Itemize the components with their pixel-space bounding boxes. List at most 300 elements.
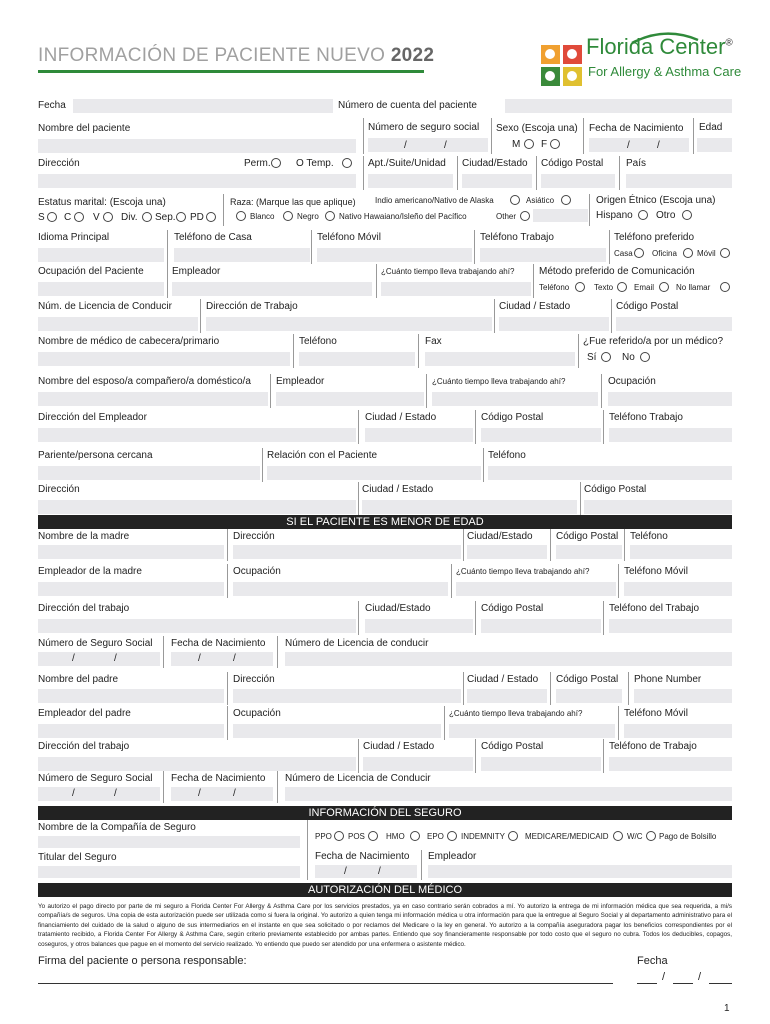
label-p-ciudad: Ciudad / Estado bbox=[467, 674, 539, 685]
ins-nacimiento-field[interactable] bbox=[315, 865, 417, 878]
divider bbox=[451, 564, 452, 598]
divider bbox=[293, 334, 294, 368]
wc-radio[interactable] bbox=[646, 831, 656, 841]
pref-movil-radio[interactable] bbox=[720, 248, 730, 258]
apt-field[interactable] bbox=[368, 174, 453, 188]
label-met-no: No llamar bbox=[676, 283, 711, 292]
slash: / bbox=[198, 788, 201, 799]
slash: / bbox=[378, 866, 381, 877]
ocupacion-field[interactable] bbox=[38, 282, 164, 296]
label-p-cp: Código Postal bbox=[556, 674, 619, 685]
divider bbox=[463, 672, 464, 705]
divider bbox=[376, 264, 377, 298]
label-p-dir: Dirección bbox=[233, 674, 275, 685]
fecha-month-line[interactable] bbox=[637, 983, 657, 984]
label-medico: Nombre de médico de cabecera/primario bbox=[38, 336, 220, 347]
esp-empleador-field[interactable] bbox=[276, 392, 424, 406]
label-edad: Edad bbox=[699, 122, 723, 133]
divider bbox=[421, 850, 422, 880]
label-ref-no: No bbox=[622, 352, 635, 363]
label-licencia: Núm. de Licencia de Conducir bbox=[38, 301, 172, 312]
label-ppo: PPO bbox=[315, 832, 332, 841]
raza-asiatico-radio[interactable] bbox=[561, 195, 571, 205]
label-emp-ciudad: Ciudad / Estado bbox=[365, 412, 437, 423]
label-m-ss: Número de Seguro Social bbox=[38, 638, 153, 649]
label-medicare: MEDICARE/MEDICAID bbox=[525, 832, 609, 841]
slash: / bbox=[444, 140, 447, 151]
divider bbox=[589, 194, 590, 226]
m-teltrab-field[interactable] bbox=[609, 619, 732, 633]
label-m-ocup: Ocupación bbox=[233, 566, 281, 577]
p-cp2-field[interactable] bbox=[481, 757, 601, 771]
fecha-day-line[interactable] bbox=[673, 983, 693, 984]
label-raza-indio: Indio americano/Nativo de Alaska bbox=[375, 196, 494, 205]
perm-radio[interactable] bbox=[271, 158, 281, 168]
label-tel-pref: Teléfono preferido bbox=[614, 232, 695, 243]
label-metodo: Método preferido de Comunicación bbox=[539, 266, 695, 277]
divider bbox=[307, 850, 308, 880]
divider bbox=[163, 771, 164, 803]
label-referido: ¿Fue referido/a por un médico? bbox=[583, 336, 724, 347]
divider bbox=[491, 118, 492, 154]
relacion-field[interactable] bbox=[267, 466, 481, 480]
ppo-radio[interactable] bbox=[334, 831, 344, 841]
label-empleador: Empleador bbox=[172, 266, 221, 277]
divider bbox=[262, 448, 263, 482]
met-tel-radio[interactable] bbox=[575, 282, 585, 292]
emp-ciudad-field[interactable] bbox=[365, 428, 473, 442]
label-codigo-postal2: Código Postal bbox=[616, 301, 679, 312]
divider bbox=[463, 529, 464, 561]
est-sep-radio[interactable] bbox=[176, 212, 186, 222]
p-dir-field[interactable] bbox=[233, 689, 461, 703]
padre-field[interactable] bbox=[38, 689, 224, 703]
label-dir-empleador: Dirección del Empleador bbox=[38, 412, 147, 423]
slash: / bbox=[698, 971, 702, 983]
label-perm: Perm. bbox=[244, 158, 271, 169]
medico-field[interactable] bbox=[38, 352, 290, 366]
divider bbox=[578, 334, 579, 368]
divider bbox=[363, 118, 364, 154]
raza-other-radio[interactable] bbox=[520, 211, 530, 221]
label-pref-movil: Móvil bbox=[697, 249, 716, 258]
label-otemp: O Temp. bbox=[296, 158, 334, 169]
par-tel-field[interactable] bbox=[488, 466, 732, 480]
label-estatus: Estatus marital: (Escoja una) bbox=[38, 197, 166, 208]
logo-icon bbox=[540, 44, 584, 88]
label-idioma: Idioma Principal bbox=[38, 232, 110, 243]
label-dir-trabajo: Dirección de Trabajo bbox=[206, 301, 298, 312]
codigo-postal2-field[interactable] bbox=[616, 317, 732, 331]
form-title: INFORMACIÓN DE PACIENTE NUEVO 2022 bbox=[38, 45, 435, 66]
cuenta-field[interactable] bbox=[505, 99, 732, 113]
slash: / bbox=[233, 788, 236, 799]
label-m-cp: Código Postal bbox=[556, 531, 619, 542]
fecha-year-line[interactable] bbox=[709, 983, 732, 984]
label-origen-otro: Otro bbox=[656, 210, 676, 221]
label-origen: Origen Étnico (Escoja una) bbox=[596, 195, 716, 206]
ciudad-estado-field[interactable] bbox=[462, 174, 532, 188]
label-firma: Firma del paciente o persona responsable: bbox=[38, 955, 247, 967]
label-padre: Nombre del padre bbox=[38, 674, 119, 685]
label-pais: País bbox=[626, 158, 647, 169]
divider bbox=[426, 374, 427, 408]
label-p-phone: Phone Number bbox=[634, 674, 702, 685]
p-phone-field[interactable] bbox=[634, 689, 732, 703]
label-wc: W/C bbox=[627, 832, 643, 841]
divider bbox=[311, 230, 312, 264]
tel-movil-field[interactable] bbox=[317, 248, 472, 262]
divider bbox=[619, 156, 620, 190]
divider bbox=[277, 636, 278, 668]
p-tiempo-field[interactable] bbox=[449, 724, 615, 738]
m-lic-field[interactable] bbox=[285, 652, 732, 666]
label-compania: Nombre de la Compañía de Seguro bbox=[38, 822, 196, 833]
divider bbox=[358, 482, 359, 516]
label-emp-tel: Teléfono Trabajo bbox=[609, 412, 683, 423]
section-bar-minor: SI EL PACIENTE ES MENOR DE EDAD bbox=[38, 515, 732, 529]
nombre-field[interactable] bbox=[38, 139, 356, 153]
logo-tagline: For Allergy & Asthma Care bbox=[588, 64, 742, 79]
label-ref-si: Sí bbox=[587, 352, 597, 363]
slash: / bbox=[344, 866, 347, 877]
divider bbox=[494, 299, 495, 333]
label-m-empleador: Empleador de la madre bbox=[38, 566, 142, 577]
est-v-radio[interactable] bbox=[103, 212, 113, 222]
divider bbox=[200, 299, 201, 333]
label-par-ciudad: Ciudad / Estado bbox=[362, 484, 434, 495]
m-dirtrab-field[interactable] bbox=[38, 619, 356, 633]
label-indemnity: INDEMNITY bbox=[461, 832, 505, 841]
met-no-radio[interactable] bbox=[720, 282, 730, 292]
divider bbox=[609, 230, 610, 264]
divider bbox=[227, 564, 228, 598]
divider bbox=[475, 410, 476, 444]
label-bolsillo: Pago de Bolsillo bbox=[659, 832, 717, 841]
ciudad-estado2-field[interactable] bbox=[499, 317, 609, 331]
p-ocup-field[interactable] bbox=[233, 724, 441, 738]
slash: / bbox=[404, 140, 407, 151]
label-cuenta: Número de cuenta del paciente bbox=[338, 100, 477, 111]
est-pd-radio[interactable] bbox=[206, 212, 216, 222]
p-empleador-field[interactable] bbox=[38, 724, 224, 738]
divider bbox=[483, 448, 484, 482]
label-par-dir: Dirección bbox=[38, 484, 80, 495]
label-m-lic: Número de Licencia de conducir bbox=[285, 638, 429, 649]
par-ciudad-field[interactable] bbox=[362, 500, 577, 514]
m-dir-field[interactable] bbox=[233, 545, 461, 559]
label-hmo: HMO bbox=[386, 832, 405, 841]
est-s-radio[interactable] bbox=[47, 212, 57, 222]
divider bbox=[444, 706, 445, 740]
fecha-field[interactable] bbox=[73, 99, 333, 113]
divider bbox=[358, 601, 359, 635]
label-p-lic: Número de Licencia de Conducir bbox=[285, 773, 431, 784]
slash: / bbox=[114, 788, 117, 799]
raza-negro-radio[interactable] bbox=[283, 211, 293, 221]
divider bbox=[618, 706, 619, 740]
divider bbox=[167, 264, 168, 298]
title-underline bbox=[38, 70, 424, 73]
divider bbox=[227, 672, 228, 705]
label-raza-blanco: Blanco bbox=[250, 212, 275, 221]
pariente-field[interactable] bbox=[38, 466, 260, 480]
auth-text: Yo autorizo el pago directo por parte de mi seguro a Florida Center For Allergy & Asthma Care por los servicios prestados, ya en caso contrario serán cobrados a mí. Yo autorizo la entrega de mi información médica que sea requerida, a mi/s compañía/s de seguros. Una copia de esta autorización puede ser utilizada como si fuera la original. Yo autorizo a quien tenga mi información médica u otra información para que la entregue al Seguro Social y al departamento administrativo para el financiamiento del cuidado de la salud o alguno de sus intermediarios en el instante en que sea solicitado o por reclamos del Medicare o la ley en general. Yo autorizo a la compañía aseguradora pagar los beneficios correspondientes por el tratamiento recibido, a Florida Center For Allergy & Asthma Care, según criterio previamente establecido por ambas partes. Entiendo que soy financieramente responsable por todo costo que el seguro no cubra. Todos los deducibles, copagos, coseguros, y otros balances que pague en el momento del servicio realizado. Yo entiendo que puedo ser atendido por una enfermera o asistente médico. bbox=[38, 903, 732, 948]
pos-radio[interactable] bbox=[368, 831, 378, 841]
m-tel-field[interactable] bbox=[630, 545, 732, 559]
divider bbox=[307, 820, 308, 850]
label-pariente: Pariente/persona cercana bbox=[38, 450, 153, 461]
fax-field[interactable] bbox=[425, 352, 575, 366]
label-p-movil: Teléfono Móvil bbox=[624, 708, 688, 719]
label-m-movil: Teléfono Móvil bbox=[624, 566, 688, 577]
label-m-ciudad: Ciudad/Estado bbox=[467, 531, 533, 542]
p-nac-field[interactable] bbox=[171, 787, 273, 801]
p-lic-field[interactable] bbox=[285, 787, 732, 801]
label-est-div: Div. bbox=[121, 212, 138, 223]
direccion-field[interactable] bbox=[38, 174, 356, 188]
telefono-field[interactable] bbox=[299, 352, 415, 366]
label-m-dir: Dirección bbox=[233, 531, 275, 542]
est-div-radio[interactable] bbox=[142, 212, 152, 222]
slash: / bbox=[72, 653, 75, 664]
pref-oficina-radio[interactable] bbox=[683, 248, 693, 258]
m-cp2-field[interactable] bbox=[481, 619, 601, 633]
label-esposo: Nombre del esposo/a compañero/a doméstico/a bbox=[38, 376, 251, 387]
label-fecha: Fecha bbox=[38, 100, 66, 111]
divider bbox=[693, 118, 694, 154]
m-ciudad2-field[interactable] bbox=[365, 619, 473, 633]
label-met-tel: Teléfono bbox=[539, 283, 570, 292]
hmo-radio[interactable] bbox=[410, 831, 420, 841]
raza-other-field[interactable] bbox=[533, 209, 588, 222]
label-ciudad-estado2: Ciudad / Estado bbox=[499, 301, 571, 312]
p-movil-field[interactable] bbox=[624, 724, 732, 738]
slash: / bbox=[627, 140, 630, 151]
divider bbox=[533, 264, 534, 298]
divider bbox=[363, 156, 364, 190]
label-tel-casa: Teléfono de Casa bbox=[174, 232, 252, 243]
label-tel-trabajo: Teléfono Trabajo bbox=[480, 232, 554, 243]
divider bbox=[227, 529, 228, 561]
tel-trabajo-field[interactable] bbox=[480, 248, 606, 262]
label-met-email: Email bbox=[634, 283, 655, 292]
titular-field[interactable] bbox=[38, 866, 300, 878]
divider bbox=[603, 601, 604, 635]
ref-si-radio[interactable] bbox=[601, 352, 611, 362]
p-ciudad-field[interactable] bbox=[467, 689, 547, 703]
madre-field[interactable] bbox=[38, 545, 224, 559]
label-origen-hispano: Hispano bbox=[596, 210, 633, 221]
divider bbox=[618, 564, 619, 598]
m-ciudad-field[interactable] bbox=[467, 545, 547, 559]
divider bbox=[474, 230, 475, 264]
label-relacion: Relación con el Paciente bbox=[267, 450, 378, 461]
label-par-tel: Teléfono bbox=[488, 450, 526, 461]
par-dir-field[interactable] bbox=[38, 500, 356, 514]
origen-hispano-radio[interactable] bbox=[638, 210, 648, 220]
divider bbox=[358, 739, 359, 773]
label-ciudad-estado: Ciudad/Estado bbox=[462, 158, 528, 169]
est-c-radio[interactable] bbox=[74, 212, 84, 222]
label-titular: Titular del Seguro bbox=[38, 852, 117, 863]
licencia-field[interactable] bbox=[38, 317, 198, 331]
met-email-radio[interactable] bbox=[659, 282, 669, 292]
label-est-s: S bbox=[38, 212, 45, 223]
logo bbox=[540, 30, 750, 90]
label-nacimiento: Fecha de Nacimiento bbox=[589, 123, 684, 134]
sexo-m-radio[interactable] bbox=[524, 139, 534, 149]
empleador-field[interactable] bbox=[172, 282, 372, 296]
p-ss-field[interactable] bbox=[38, 787, 160, 801]
ref-no-radio[interactable] bbox=[640, 352, 650, 362]
m-ocup-field[interactable] bbox=[233, 582, 448, 596]
label-raza-hawaiano: Nativo Hawaiano/Isleño del Pacífico bbox=[339, 212, 467, 221]
slash: / bbox=[114, 653, 117, 664]
divider bbox=[418, 334, 419, 368]
divider bbox=[611, 299, 612, 333]
compania-field[interactable] bbox=[38, 836, 300, 848]
dir-empleador-field[interactable] bbox=[38, 428, 356, 442]
label-telefono: Teléfono bbox=[299, 336, 337, 347]
idioma-field[interactable] bbox=[38, 248, 164, 262]
label-raza-other: Other bbox=[496, 212, 517, 221]
label-codigo-postal: Código Postal bbox=[541, 158, 604, 169]
dir-trabajo-field[interactable] bbox=[206, 317, 492, 331]
divider bbox=[603, 410, 604, 444]
esp-ocupacion-field[interactable] bbox=[608, 392, 732, 406]
divider bbox=[628, 672, 629, 705]
label-m-teltrab: Teléfono del Trabajo bbox=[609, 603, 700, 614]
label-p-ss: Número de Seguro Social bbox=[38, 773, 153, 784]
label-p-empleador: Empleador del padre bbox=[38, 708, 131, 719]
medicare-radio[interactable] bbox=[613, 831, 623, 841]
label-p-teltrab: Teléfono de Trabajo bbox=[609, 741, 697, 752]
label-raza-negro: Negro bbox=[297, 212, 319, 221]
page-number: 1 bbox=[724, 1003, 730, 1014]
label-p-tiempo: ¿Cuánto tiempo lleva trabajando ahí? bbox=[449, 709, 583, 718]
label-m-cp2: Código Postal bbox=[481, 603, 544, 614]
m-movil-field[interactable] bbox=[624, 582, 732, 596]
divider bbox=[624, 529, 625, 561]
label-emp-cp: Código Postal bbox=[481, 412, 544, 423]
divider bbox=[583, 118, 584, 154]
raza-blanco-radio[interactable] bbox=[236, 211, 246, 221]
label-apt: Apt./Suite/Unidad bbox=[368, 158, 446, 169]
divider bbox=[601, 374, 602, 408]
label-p-nac: Fecha de Nacimiento bbox=[171, 773, 266, 784]
codigo-postal-field[interactable] bbox=[541, 174, 615, 188]
label-seguro-social: Número de seguro social bbox=[368, 122, 480, 133]
label-ins-empleador: Empleador bbox=[428, 851, 477, 862]
label-madre: Nombre de la madre bbox=[38, 531, 130, 542]
esp-tiempo-field[interactable] bbox=[432, 392, 598, 406]
raza-hawaiano-radio[interactable] bbox=[325, 211, 335, 221]
label-sexo: Sexo (Escoja una) bbox=[496, 123, 578, 134]
raza-indio-radio[interactable] bbox=[510, 195, 520, 205]
divider bbox=[550, 672, 551, 705]
divider bbox=[167, 230, 168, 264]
label-m-dirtrab: Dirección del trabajo bbox=[38, 603, 130, 614]
slash: / bbox=[657, 140, 660, 151]
label-par-cp: Código Postal bbox=[584, 484, 647, 495]
label-pos: POS bbox=[348, 832, 365, 841]
p-teltrab-field[interactable] bbox=[609, 757, 732, 771]
m-ss-field[interactable] bbox=[38, 652, 160, 666]
signature-line[interactable] bbox=[38, 983, 613, 984]
ins-empleador-field[interactable] bbox=[428, 865, 732, 878]
divider bbox=[358, 410, 359, 444]
met-texto-radio[interactable] bbox=[617, 282, 627, 292]
label-sexo-m: M bbox=[512, 139, 521, 150]
divider bbox=[536, 156, 537, 190]
esposo-field[interactable] bbox=[38, 392, 268, 406]
label-est-c: C bbox=[64, 212, 72, 223]
par-cp-field[interactable] bbox=[584, 500, 732, 514]
section-bar-insurance: INFORMACIÓN DEL SEGURO bbox=[38, 806, 732, 820]
divider bbox=[457, 156, 458, 190]
p-dirtrab-field[interactable] bbox=[38, 757, 356, 771]
label-est-sep: Sep. bbox=[155, 212, 176, 223]
tiempo-field[interactable] bbox=[381, 282, 531, 296]
otemp-radio[interactable] bbox=[342, 158, 352, 168]
edad-field[interactable] bbox=[697, 138, 732, 152]
label-raza: Raza: (Marque las que aplique) bbox=[230, 197, 356, 207]
seguro-social-field[interactable] bbox=[368, 138, 488, 152]
pref-casa-radio[interactable] bbox=[634, 248, 644, 258]
label-esp-empleador: Empleador bbox=[276, 376, 325, 387]
slash: / bbox=[72, 788, 75, 799]
label-nombre: Nombre del paciente bbox=[38, 123, 131, 134]
section-bar-auth: AUTORIZACIÓN DEL MÉDICO bbox=[38, 883, 732, 897]
slash: / bbox=[198, 653, 201, 664]
logo-name: Florida Center® bbox=[586, 34, 733, 59]
sexo-f-radio[interactable] bbox=[550, 139, 560, 149]
label-tel-movil: Teléfono Móvil bbox=[317, 232, 381, 243]
label-met-texto: Texto bbox=[594, 283, 614, 292]
pais-field[interactable] bbox=[626, 174, 732, 188]
emp-cp-field[interactable] bbox=[481, 428, 601, 442]
m-tiempo-field[interactable] bbox=[456, 582, 616, 596]
label-m-tel: Teléfono bbox=[630, 531, 668, 542]
m-cp-field[interactable] bbox=[556, 545, 622, 559]
p-cp-field[interactable] bbox=[556, 689, 622, 703]
emp-tel-field[interactable] bbox=[609, 428, 732, 442]
label-esp-tiempo: ¿Cuánto tiempo lleva trabajando ahí? bbox=[432, 377, 566, 386]
origen-otro-radio[interactable] bbox=[682, 210, 692, 220]
label-p-ciudad2: Ciudad / Estado bbox=[363, 741, 435, 752]
label-fax: Fax bbox=[425, 336, 442, 347]
m-nac-field[interactable] bbox=[171, 652, 273, 666]
label-est-pd: PD bbox=[190, 212, 204, 223]
label-tiempo: ¿Cuánto tiempo lleva trabajando ahí? bbox=[381, 267, 515, 276]
label-p-dirtrab: Dirección del trabajo bbox=[38, 741, 130, 752]
tel-casa-field[interactable] bbox=[174, 248, 310, 262]
m-empleador-field[interactable] bbox=[38, 582, 224, 596]
label-epo: EPO bbox=[427, 832, 444, 841]
indemnity-radio[interactable] bbox=[508, 831, 518, 841]
divider bbox=[550, 529, 551, 561]
label-pref-oficina: Oficina bbox=[652, 249, 677, 258]
nacimiento-field[interactable] bbox=[589, 138, 689, 152]
p-ciudad2-field[interactable] bbox=[363, 757, 473, 771]
divider bbox=[580, 482, 581, 516]
divider bbox=[475, 601, 476, 635]
slash: / bbox=[662, 971, 666, 983]
label-auth-fecha: Fecha bbox=[637, 955, 668, 967]
epo-radio[interactable] bbox=[447, 831, 457, 841]
label-est-v: V bbox=[93, 212, 100, 223]
